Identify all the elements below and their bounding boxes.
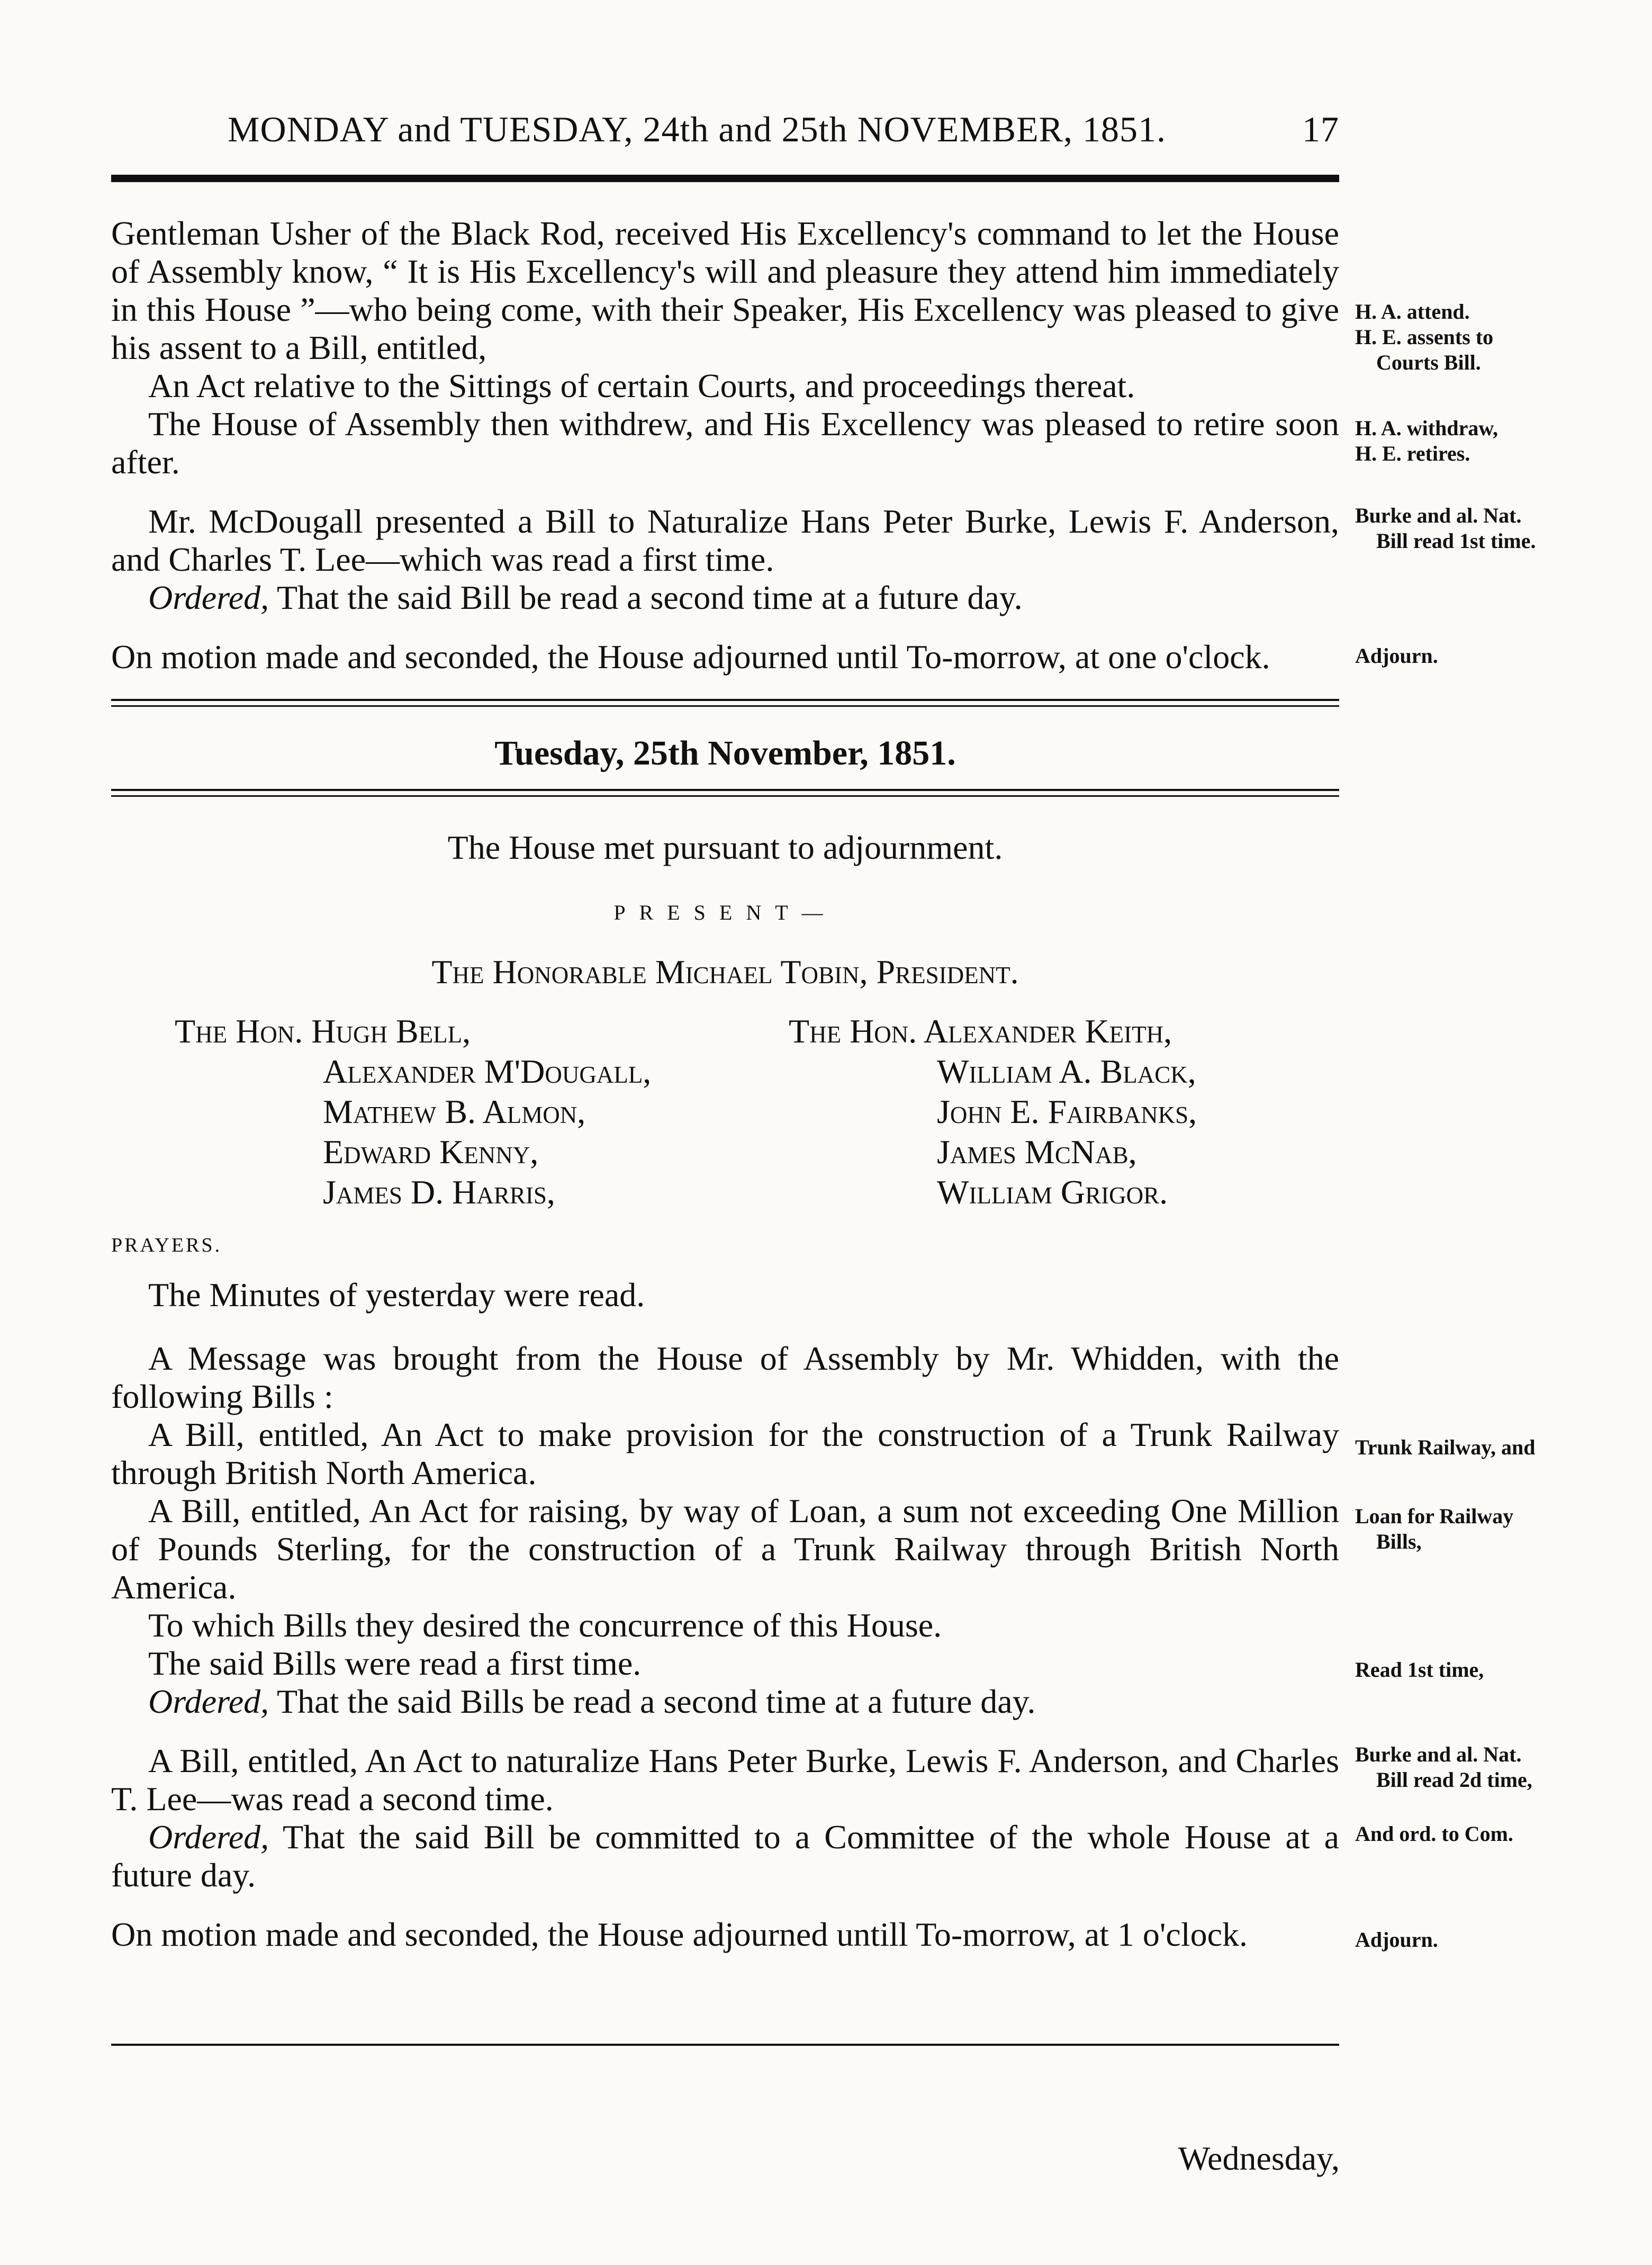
members-list — [175, 1011, 1339, 1223]
courts-act-title: An Act relative to the Sittings of certain Courts, and proceedings thereat. — [148, 367, 1135, 405]
monday-section — [111, 214, 1339, 676]
tuesday-proceedings — [111, 1276, 1339, 1954]
member-right-0: The Hon. Alexander Keith, — [789, 1012, 1172, 1050]
section-rule-bottom-b — [111, 795, 1339, 797]
margin-note-line: H. A. attend. — [1355, 300, 1470, 323]
present-heading: PRESENT— — [613, 901, 837, 924]
first-time-paragraph: The said Bills were read a first time. — [148, 1644, 642, 1682]
catchword: Wednesday, — [1178, 2140, 1340, 2177]
margin-note-trunk-railway: Trunk Railway, and — [1355, 1435, 1536, 1459]
members-left-column — [175, 1011, 651, 1212]
loan-bill: A Bill, entitled, An Act for raising, by way of Loan, a sum not exceeding One Million of Pounds Sterling, for the construction of a Trunk Railway through British North America. — [111, 1492, 1339, 1606]
margin-note-adjourn-tuesday: Adjourn. — [1355, 1928, 1438, 1952]
margin-note-line: Bills, — [1376, 1530, 1422, 1553]
message-paragraph: A Message was brought from the House of Assembly by Mr. Whidden, with the following Bills : — [111, 1340, 1339, 1415]
ordered-label: Ordered, — [148, 1683, 269, 1720]
end-rule — [111, 2044, 1339, 2046]
margin-note-line: Loan for Railway — [1355, 1504, 1514, 1528]
member-left-1: Alexander M'Dougall, — [323, 1053, 652, 1090]
margin-note-line: Burke and al. Nat. — [1355, 1742, 1522, 1766]
member-right-2: John E. Fairbanks, — [937, 1093, 1197, 1130]
margin-note-line: Bill read 2d time, — [1376, 1768, 1532, 1792]
section-rule-top-b — [111, 705, 1339, 707]
tuesday-adjourn: On motion made and seconded, the House adjourned untill To-morrow, at 1 o'clock. — [111, 1916, 1248, 1953]
withdraw-paragraph: The House of Assembly then withdrew, and His Excellency was pleased to retire soon after. — [111, 405, 1339, 481]
trunk-railway-bill: A Bill, entitled, An Act to make provision for the construction of a Trunk Railway through British North America. — [111, 1416, 1339, 1491]
naturalize-second-reading: A Bill, entitled, An Act to naturalize Hans Peter Burke, Lewis F. Anderson, and Charles T. Lee—was read a second time. — [111, 1742, 1339, 1818]
margin-note-read-first: Read 1st time, — [1355, 1658, 1484, 1682]
ordered-paragraph — [111, 579, 1339, 617]
running-header — [228, 109, 1339, 150]
margin-note-line: Courts Bill. — [1376, 350, 1481, 374]
naturalize-bill-paragraph: Mr. McDougall presented a Bill to Naturalize Hans Peter Burke, Lewis F. Anderson, and Charles T. Lee—which was read a first time. — [111, 502, 1339, 578]
member-right-1: William A. Black, — [937, 1053, 1196, 1090]
ordered-label: Ordered, — [148, 1818, 269, 1856]
black-rod-paragraph: Gentleman Usher of the Black Rod, received His Excellency's command to let the House of Assembly know, “ It is His Excellency's will and pleasure they attend him immediately in this House ”—who being come, with their Speaker, His Excellency was pleased to give his assent to a Bill, entitled, — [111, 214, 1339, 366]
ordered-text: That the said Bill be committed to a Committee of the whole House at a future day. — [111, 1818, 1339, 1894]
member-left-3: Edward Kenny, — [323, 1133, 539, 1171]
member-left-4: James D. Harris, — [323, 1173, 555, 1211]
president-line: The Honorable Michael Tobin, President. — [431, 953, 1019, 991]
margin-note-burke-first — [1355, 503, 1577, 554]
members-right-column — [789, 1011, 1197, 1212]
house-met: The House met pursuant to adjournment. — [447, 829, 1003, 866]
header-rule — [111, 175, 1339, 182]
member-left-2: Mathew B. Almon, — [323, 1093, 586, 1130]
margin-note-withdraw — [1355, 416, 1577, 466]
ordered-text: That the said Bill be read a second time at a future day. — [269, 579, 1023, 616]
tuesday-title: Tuesday, 25th November, 1851. — [494, 734, 956, 772]
prayers-heading: PRAYERS. — [111, 1234, 222, 1256]
margin-note-line: H. E. retires. — [1355, 442, 1470, 465]
margin-note-line: H. E. assents to — [1355, 325, 1494, 349]
header-title: MONDAY and TUESDAY, 24th and 25th NOVEMBER, 1851. — [228, 109, 1167, 149]
margin-note-line: H. A. withdraw, — [1355, 416, 1498, 440]
margin-note-assent — [1355, 299, 1577, 375]
section-rule-top-a — [111, 699, 1339, 701]
minutes-paragraph: The Minutes of yesterday were read. — [148, 1276, 645, 1314]
margin-note-line: Bill read 1st time. — [1376, 529, 1536, 553]
margin-note-line: Burke and al. Nat. — [1355, 504, 1522, 527]
margin-note-loan — [1355, 1504, 1577, 1554]
adjourn-paragraph: On motion made and seconded, the House adjourned until To-morrow, at one o'clock. — [111, 638, 1270, 676]
ordered-text: That the said Bills be read a second time at a future day. — [269, 1683, 1036, 1720]
member-right-4: William Grigor. — [937, 1173, 1168, 1211]
margin-note-committee: And ord. to Com. — [1355, 1822, 1513, 1846]
margin-note-burke-second — [1355, 1742, 1577, 1793]
section-rule-bottom-a — [111, 789, 1339, 791]
ordered-second-time — [111, 1683, 1339, 1721]
member-right-3: James McNab, — [937, 1133, 1137, 1171]
ordered-committee — [111, 1818, 1339, 1894]
member-left-0: The Hon. Hugh Bell, — [175, 1012, 471, 1050]
page-number: 17 — [1302, 109, 1339, 149]
margin-note-adjourn-monday: Adjourn. — [1355, 644, 1438, 668]
ordered-label: Ordered, — [148, 579, 269, 616]
concurrence-paragraph: To which Bills they desired the concurrence of this House. — [148, 1606, 942, 1644]
